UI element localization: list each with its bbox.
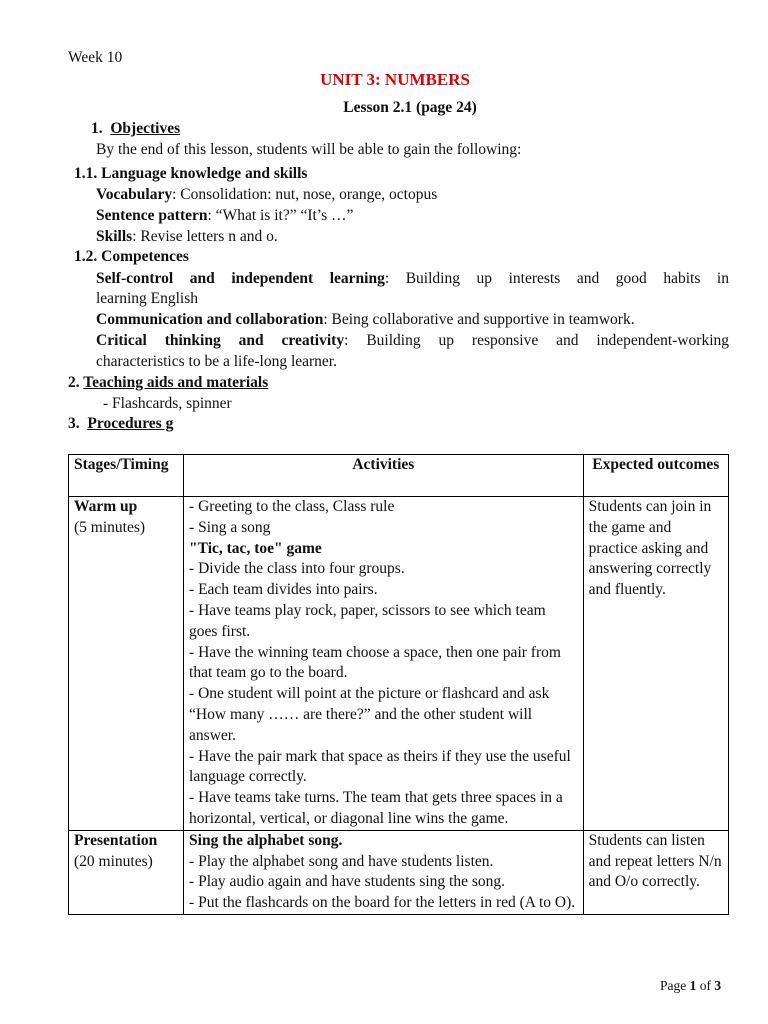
teaching-aids-number: 2. [68, 374, 80, 391]
section-1-2-heading: 1.2. Competences [74, 248, 189, 265]
section-1-1-heading: 1.1. Language knowledge and skills [74, 165, 308, 182]
week-label: Week 10 [68, 49, 123, 66]
objectives-title: Objectives [110, 120, 181, 137]
communication-label: Communication and collaboration [96, 311, 324, 328]
activity-item: - Have the winning team choose a space, then one pair from that team go to the board. [189, 643, 561, 682]
activity-item: - Have the pair mark that space as theirs if they use the useful language correctly. [189, 747, 571, 786]
vocabulary-text: : Consolidation: nut, nose, orange, octopus [172, 186, 438, 203]
sentence-pattern-text: : “What is it?” “It’s …” [207, 207, 354, 224]
procedures-title: Procedures g [87, 415, 174, 432]
self-control-text: : Building up interests and good habits in [384, 270, 729, 287]
communication-line [96, 309, 635, 330]
page-number: 1 [689, 978, 697, 993]
of-word: of [699, 978, 711, 993]
stage-cell [69, 497, 184, 831]
communication-text: : Being collaborative and supportive in teamwork. [323, 311, 635, 328]
activities-cell [184, 497, 584, 831]
stage-timing: (5 minutes) [74, 518, 146, 536]
objectives-intro: By the end of this lesson, students will be able to gain the following: [96, 141, 522, 158]
critical-thinking-line [96, 330, 729, 351]
activity-item: - Divide the class into four groups. [189, 560, 405, 578]
procedures-heading [68, 413, 173, 434]
vocabulary-label: Vocabulary [96, 186, 173, 203]
activity-item: - Put the flashcards on the board for the letters in red (A to O). [189, 894, 576, 912]
self-control-continuation: learning English [96, 290, 199, 307]
critical-thinking-continuation: characteristics to be a life-long learner. [96, 353, 337, 370]
activities-cell [184, 830, 584, 914]
self-control-line [96, 268, 729, 289]
activity-item: - Play audio again and have students sing the song. [189, 873, 506, 891]
table-row [69, 830, 729, 914]
activity-item: - Have teams play rock, paper, scissors to see which team goes first. [189, 601, 546, 640]
activity-item: - Play the alphabet song and have students listen. [189, 852, 494, 870]
stage-name: Presentation [74, 831, 158, 849]
critical-thinking-label: Critical thinking and creativity [96, 332, 345, 349]
sentence-pattern-label: Sentence pattern [96, 207, 208, 224]
outcome-cell: Students can join in the game and practice asking and answering correctly and fluently. [583, 497, 728, 831]
procedures-table [68, 454, 729, 915]
table-header-row [69, 455, 729, 497]
stage-cell [69, 830, 184, 914]
activity-item: - One student will point at the picture or flashcard and ask “How many …… are there?” and the other student will answer. [189, 685, 550, 744]
header-stages-timing: Stages/Timing [69, 455, 184, 497]
critical-thinking-text: : Building up responsive and independent-working [344, 332, 730, 349]
table-row [69, 497, 729, 831]
stage-timing: (20 minutes) [74, 852, 153, 870]
activity-item: - Sing a song [189, 518, 271, 536]
activity-heading: Sing the alphabet song. [189, 831, 343, 849]
vocabulary-line [96, 184, 437, 205]
teaching-aids-heading [68, 372, 268, 393]
stage-name: Warm up [74, 498, 138, 515]
self-control-label: Self-control and independent learning [96, 270, 385, 287]
procedures-number: 3. [68, 415, 80, 432]
activity-heading: "Tic, tac, toe" game [189, 539, 322, 557]
activity-item: - Have teams take turns. The team that gets three spaces in a horizontal, vertical, or diagonal line wins the game. [189, 789, 563, 827]
objectives-number: 1. [91, 120, 103, 137]
page-total: 3 [714, 978, 722, 993]
header-expected-outcomes: Expected outcomes [583, 455, 728, 497]
outcome-cell: Students can listen and repeat letters N/n and O/o correctly. [583, 830, 728, 914]
sentence-pattern-line [96, 205, 353, 226]
teaching-aids-item: - Flashcards, spinner [103, 395, 232, 412]
skills-text: : Revise letters n and o. [132, 228, 278, 245]
page-footer [660, 978, 721, 994]
page-word: Page [660, 978, 687, 993]
skills-label: Skills [96, 228, 133, 245]
lesson-title: Lesson 2.1 (page 24) [343, 99, 477, 116]
unit-title: UNIT 3: NUMBERS [320, 70, 470, 89]
activity-item: - Each team divides into pairs. [189, 581, 378, 599]
skills-line [96, 226, 278, 247]
activity-item: - Greeting to the class, Class rule [189, 498, 395, 515]
header-activities: Activities [184, 455, 584, 497]
teaching-aids-title: Teaching aids and materials [83, 374, 269, 391]
objectives-heading [91, 118, 180, 139]
